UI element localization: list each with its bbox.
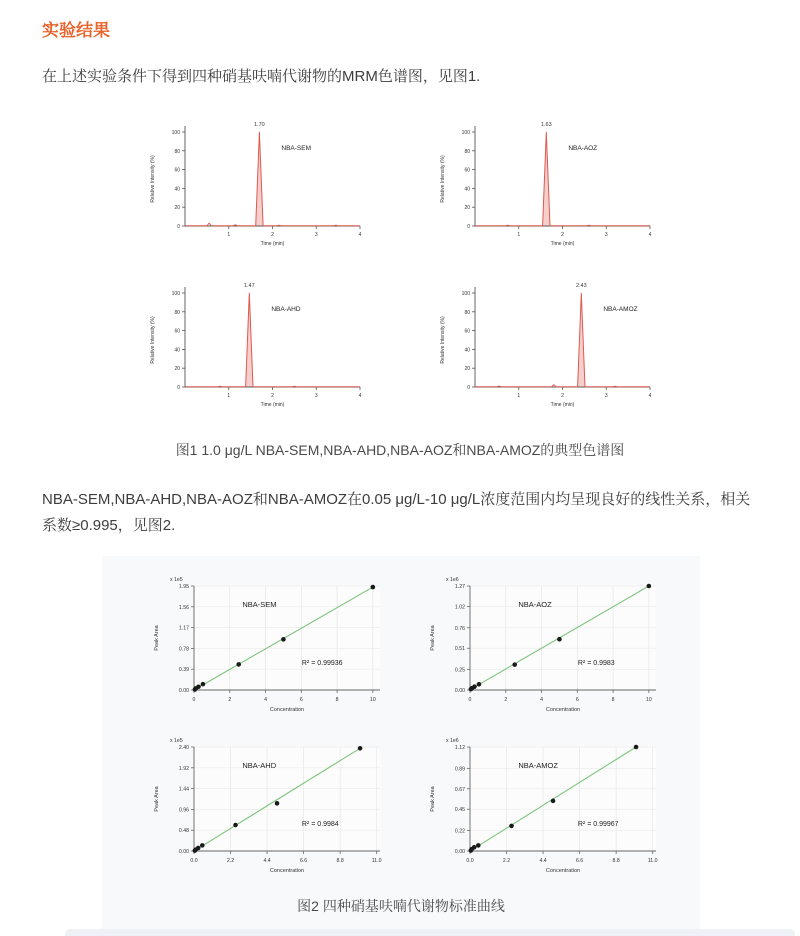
svg-text:2.2: 2.2 [502,858,511,864]
chromatogram-nba-ahd [145,269,370,414]
linearity-paragraph: NBA-SEM,NBA-AHD,NBA-AOZ和NBA-AMOZ在0.05 μg/L-10 μg/L浓度范围内均呈现良好的线性关系，相关系数≥0.995，见图2. [42,491,751,535]
svg-text:0.22: 0.22 [454,828,465,835]
svg-text:2: 2 [228,697,232,703]
svg-text:0: 0 [192,697,196,703]
svg-text:0.00: 0.00 [454,849,465,855]
calibration-curve-nba-amoz [424,731,669,886]
figure1-chromatogram-grid [145,108,660,418]
svg-text:100: 100 [171,291,180,297]
svg-text:Peak Area: Peak Area [154,625,160,651]
svg-text:NBA-SEM: NBA-SEM [242,599,277,609]
svg-text:4: 4 [358,393,362,399]
svg-text:1: 1 [517,393,521,399]
svg-text:0.25: 0.25 [454,667,465,674]
svg-text:1.56: 1.56 [178,604,189,611]
svg-text:Concentration: Concentration [545,868,581,874]
svg-text:2: 2 [561,393,564,399]
svg-text:3: 3 [314,232,318,238]
svg-text:40: 40 [174,347,180,354]
svg-text:Relative Intensity (%): Relative Intensity (%) [440,155,446,203]
svg-text:80: 80 [174,309,180,316]
svg-text:x 1e5: x 1e5 [170,577,183,583]
svg-text:NBA-AHD: NBA-AHD [271,306,301,313]
figure2-calibration-panel [102,556,700,936]
svg-text:0.45: 0.45 [454,807,465,814]
svg-text:40: 40 [174,186,180,193]
svg-text:20: 20 [174,366,180,373]
svg-text:60: 60 [464,328,470,335]
svg-text:6: 6 [299,697,303,703]
svg-text:4.4: 4.4 [263,858,271,864]
section-heading: 实验结果 [42,21,110,40]
svg-text:NBA-AOZ: NBA-AOZ [518,599,552,609]
calibration-curve-nba-sem [148,570,393,725]
svg-text:0: 0 [467,224,470,230]
svg-text:4: 4 [540,697,543,703]
svg-text:Concentration: Concentration [269,707,305,713]
svg-text:NBA-AHD: NBA-AHD [242,760,277,770]
figure2-caption: 图2 四种硝基呋喃代谢物标准曲线 [297,898,505,914]
svg-text:1: 1 [227,393,231,399]
svg-text:R² = 0.99967: R² = 0.99967 [577,821,619,829]
svg-text:40: 40 [464,347,470,354]
svg-text:8.8: 8.8 [336,858,344,864]
svg-text:NBA-AMOZ: NBA-AMOZ [518,760,558,770]
svg-text:0.89: 0.89 [454,766,465,773]
svg-text:0.0: 0.0 [190,858,198,864]
figure1-caption: 图1 1.0 μg/L NBA-SEM,NBA-AHD,NBA-AOZ和NBA-AMOZ的典型色谱图 [175,442,625,458]
svg-text:Concentration: Concentration [545,707,581,713]
svg-text:60: 60 [174,328,180,335]
svg-text:Peak Area: Peak Area [430,625,436,651]
svg-text:Time (min): Time (min) [260,402,285,408]
svg-text:1: 1 [517,232,521,238]
svg-text:8: 8 [611,697,615,703]
svg-text:80: 80 [464,148,470,155]
svg-text:60: 60 [174,167,180,174]
svg-text:6: 6 [575,697,579,703]
svg-text:0.76: 0.76 [454,625,465,632]
svg-text:Time (min): Time (min) [550,402,575,408]
svg-text:6.6: 6.6 [575,858,584,864]
svg-text:80: 80 [464,309,470,316]
svg-text:Time (min): Time (min) [550,241,575,247]
svg-text:2: 2 [271,393,274,399]
svg-text:60: 60 [464,167,470,174]
svg-text:2: 2 [504,697,508,703]
svg-text:NBA-AMOZ: NBA-AMOZ [603,306,638,313]
svg-text:0.00: 0.00 [178,849,189,855]
svg-text:4: 4 [358,232,362,238]
svg-text:0.51: 0.51 [454,646,465,653]
svg-text:11.0: 11.0 [371,858,382,864]
calibration-curve-nba-ahd [148,731,393,886]
chromatogram-nba-aoz [435,108,660,253]
svg-text:Relative Intensity (%): Relative Intensity (%) [440,316,446,364]
svg-text:x 1e5: x 1e5 [170,738,183,744]
svg-text:1.70: 1.70 [254,122,265,128]
svg-text:1.92: 1.92 [178,765,189,772]
svg-text:x 1e6: x 1e6 [446,738,459,744]
svg-text:20: 20 [464,205,470,212]
svg-text:10: 10 [369,697,376,703]
svg-text:2: 2 [561,232,564,238]
svg-text:Peak Area: Peak Area [154,786,160,812]
svg-text:1.95: 1.95 [178,584,189,590]
svg-text:1.44: 1.44 [178,786,189,793]
svg-text:4.4: 4.4 [539,858,547,864]
svg-text:R² = 0.9984: R² = 0.9984 [301,821,339,829]
svg-text:0.96: 0.96 [178,807,189,814]
svg-text:Time (min): Time (min) [260,241,285,247]
svg-text:Peak Area: Peak Area [430,786,436,812]
chromatogram-nba-sem [145,108,370,253]
chromatogram-nba-amoz [435,269,660,414]
svg-text:x 1e6: x 1e6 [446,577,459,583]
svg-text:0: 0 [468,697,472,703]
svg-text:4: 4 [648,393,652,399]
svg-text:3: 3 [604,393,608,399]
svg-text:0: 0 [177,224,180,230]
svg-text:40: 40 [464,186,470,193]
svg-text:100: 100 [171,130,180,136]
svg-text:1.12: 1.12 [454,745,465,751]
svg-text:Relative Intensity (%): Relative Intensity (%) [150,316,156,364]
svg-text:2: 2 [271,232,274,238]
svg-text:11.0: 11.0 [647,858,658,864]
svg-text:3: 3 [314,393,318,399]
svg-text:4: 4 [264,697,267,703]
svg-text:0: 0 [177,385,180,391]
svg-text:6.6: 6.6 [299,858,308,864]
svg-text:2.43: 2.43 [575,283,587,289]
svg-text:1.02: 1.02 [454,604,465,611]
svg-text:2.40: 2.40 [178,745,189,751]
svg-text:100: 100 [461,130,470,136]
svg-text:1.63: 1.63 [540,122,552,128]
next-section-top-edge [65,929,795,936]
svg-text:Relative Intensity (%): Relative Intensity (%) [150,155,156,203]
svg-text:0.67: 0.67 [454,786,465,793]
svg-text:1.27: 1.27 [454,584,465,590]
svg-text:0.78: 0.78 [178,646,189,653]
calibration-curve-nba-aoz [424,570,669,725]
svg-text:1.47: 1.47 [243,283,255,289]
svg-text:100: 100 [461,291,470,297]
svg-text:R² = 0.9983: R² = 0.9983 [577,660,615,668]
svg-text:8: 8 [335,697,339,703]
svg-text:0.00: 0.00 [454,688,465,694]
svg-text:4: 4 [648,232,652,238]
svg-text:20: 20 [174,205,180,212]
svg-text:0.0: 0.0 [466,858,474,864]
svg-text:NBA-AOZ: NBA-AOZ [568,145,598,152]
svg-text:0.48: 0.48 [178,828,189,835]
intro-paragraph: 在上述实验条件下得到四种硝基呋喃代谢物的MRM色谱图，见图1. [42,68,481,85]
svg-text:NBA-SEM: NBA-SEM [281,145,311,152]
svg-text:10: 10 [645,697,652,703]
svg-text:2.2: 2.2 [226,858,235,864]
svg-text:1.17: 1.17 [178,625,189,632]
svg-text:0.39: 0.39 [178,667,189,674]
svg-text:0: 0 [467,385,470,391]
svg-text:80: 80 [174,148,180,155]
svg-text:3: 3 [604,232,608,238]
svg-text:8.8: 8.8 [612,858,620,864]
svg-text:20: 20 [464,366,470,373]
svg-text:R² = 0.99936: R² = 0.99936 [301,660,343,668]
svg-text:1: 1 [227,232,231,238]
svg-text:0.00: 0.00 [178,688,189,694]
svg-text:Concentration: Concentration [269,868,305,874]
